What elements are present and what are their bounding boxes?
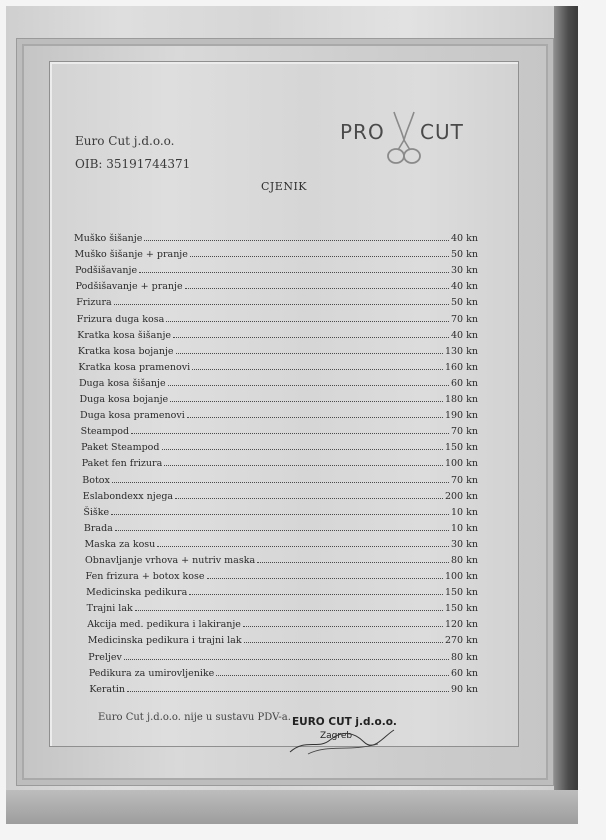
service-price: 100 kn (444, 571, 478, 583)
dot-leader (157, 546, 449, 547)
dot-leader (173, 337, 449, 338)
service-price: 50 kn (451, 249, 478, 261)
dot-leader (115, 530, 449, 531)
dot-leader (124, 659, 449, 660)
company-stamp (288, 716, 408, 756)
service-name: Muško šišanje (74, 233, 143, 245)
price-list-row (88, 646, 478, 662)
price-list-row (77, 325, 478, 341)
service-name: Duga kosa bojanje (79, 394, 169, 406)
dot-leader (127, 691, 449, 692)
price-list-row (79, 373, 478, 389)
service-price: 70 kn (451, 426, 478, 438)
dot-leader (207, 578, 443, 579)
service-name: Kratka kosa pramenovi (78, 361, 191, 373)
dot-leader (216, 675, 449, 676)
price-list-sheet (49, 61, 519, 747)
service-name: Eslabondexx njega (82, 490, 174, 502)
service-name: Fen frizura + botox kose (85, 571, 205, 583)
service-name: Keratin (89, 683, 126, 695)
scan-shadow-bottom (6, 790, 578, 824)
price-list (74, 228, 478, 695)
scanned-page (6, 6, 578, 824)
price-list-row (77, 308, 478, 324)
dot-leader (162, 449, 443, 450)
price-list-row (89, 679, 478, 695)
service-price: 70 kn (451, 474, 478, 486)
price-list-row (89, 663, 478, 679)
service-price: 150 kn (444, 587, 478, 599)
price-list-row (86, 566, 478, 582)
service-price: 10 kn (451, 506, 478, 518)
dot-leader (243, 626, 443, 627)
dot-leader (111, 514, 449, 515)
price-list-row (81, 437, 478, 453)
company-oib: OIB: 35191744371 (75, 157, 191, 171)
service-name: Kratka kosa bojanje (77, 345, 174, 357)
service-price: 200 kn (444, 490, 478, 502)
service-name: Podšišavanje + pranje (75, 281, 183, 293)
logo-text-right: CUT (420, 120, 464, 144)
service-price: 60 kn (451, 377, 478, 389)
picture-frame (16, 38, 554, 786)
service-price: 30 kn (451, 538, 478, 550)
price-list-row (83, 486, 478, 502)
price-list-row (80, 389, 479, 405)
logo-text-left: PRO (340, 120, 385, 144)
service-price: 180 kn (444, 394, 478, 406)
price-list-title: CJENIK (260, 180, 308, 193)
service-name: Medicinska pedikura (86, 587, 188, 599)
dot-leader (139, 272, 449, 273)
vat-note: Euro Cut j.d.o.o. nije u sustavu PDV-a. (98, 712, 291, 723)
service-price: 130 kn (444, 345, 478, 357)
price-list-row (75, 260, 478, 276)
dot-leader (164, 465, 443, 466)
dot-leader (135, 610, 443, 611)
dot-leader (112, 482, 449, 483)
stamp-company-name: EURO CUT j.d.o.o. (292, 716, 397, 728)
dot-leader (114, 304, 449, 305)
service-name: Steampod (80, 426, 130, 438)
signature-scribble (288, 722, 398, 762)
price-list-row (87, 598, 478, 614)
service-price: 80 kn (451, 554, 478, 566)
stamp-city: Zagreb (320, 731, 353, 741)
price-list-row (86, 582, 478, 598)
dot-leader (144, 240, 449, 241)
price-list-row (81, 421, 478, 437)
price-list-row (84, 534, 478, 550)
service-name: Maska za kosu (84, 538, 156, 550)
dot-leader (187, 417, 443, 418)
dot-leader (189, 594, 443, 595)
price-list-row (84, 518, 478, 534)
service-price: 100 kn (444, 458, 478, 470)
service-name: Duga kosa šišanje (78, 377, 166, 389)
service-name: Muško šišanje + pranje (74, 249, 188, 261)
service-price: 270 kn (444, 635, 478, 647)
dot-leader (168, 385, 449, 386)
dot-leader (257, 562, 449, 563)
price-list-row (78, 357, 478, 373)
dot-leader (192, 369, 443, 370)
service-price: 40 kn (451, 281, 478, 293)
service-name: Paket Steampod (81, 442, 160, 454)
price-list-row (88, 630, 478, 646)
service-name: Frizura (76, 297, 112, 309)
service-price: 190 kn (444, 410, 478, 422)
service-name: Obnavljanje vrhova + nutriv maska (85, 554, 256, 566)
service-name: Pedikura za umirovljenike (88, 667, 215, 679)
service-price: 10 kn (451, 522, 478, 534)
dot-leader (170, 401, 443, 402)
service-price: 80 kn (451, 651, 478, 663)
service-price: 50 kn (451, 297, 478, 309)
service-name: Šiške (83, 506, 110, 518)
price-list-row (76, 276, 478, 292)
service-name: Kratka kosa šišanje (77, 329, 172, 341)
price-list-row (82, 469, 478, 485)
dot-leader (190, 256, 449, 257)
price-list-row (85, 550, 478, 566)
service-name: Brada (83, 522, 113, 534)
price-list-row (82, 453, 478, 469)
service-name: Duga kosa pramenovi (80, 410, 185, 422)
service-name: Preljev (88, 651, 122, 663)
price-list-row (87, 614, 478, 630)
price-list-row (80, 405, 478, 421)
service-price: 160 kn (444, 361, 478, 373)
service-price: 150 kn (444, 603, 478, 615)
service-price: 70 kn (451, 313, 478, 325)
dot-leader (185, 288, 449, 289)
dot-leader (166, 321, 449, 322)
service-name: Frizura duga kosa (76, 313, 165, 325)
service-price: 40 kn (451, 329, 478, 341)
procut-logo (340, 110, 490, 170)
dot-leader (244, 642, 443, 643)
dot-leader (175, 498, 443, 499)
service-price: 30 kn (451, 265, 478, 277)
service-price: 120 kn (444, 619, 478, 631)
service-price: 60 kn (451, 667, 478, 679)
service-name: Podšišavanje (75, 265, 138, 277)
scissors-icon (384, 110, 424, 172)
service-price: 150 kn (444, 442, 478, 454)
service-name: Trajni lak (86, 603, 133, 615)
service-price: 90 kn (451, 683, 478, 695)
price-list-row (78, 341, 478, 357)
service-name: Medicinska pedikura i trajni lak (87, 635, 242, 647)
dot-leader (176, 353, 443, 354)
price-list-row (75, 244, 478, 260)
price-list-row (74, 228, 478, 244)
service-name: Akcija med. pedikura i lakiranje (87, 619, 241, 631)
company-name: Euro Cut j.d.o.o. (75, 134, 175, 148)
scan-shadow-right (554, 6, 578, 824)
price-list-row (76, 292, 478, 308)
service-name: Botox (82, 474, 110, 486)
service-name: Paket fen frizura (81, 458, 163, 470)
service-price: 40 kn (451, 233, 478, 245)
price-list-row (83, 502, 478, 518)
dot-leader (131, 433, 449, 434)
